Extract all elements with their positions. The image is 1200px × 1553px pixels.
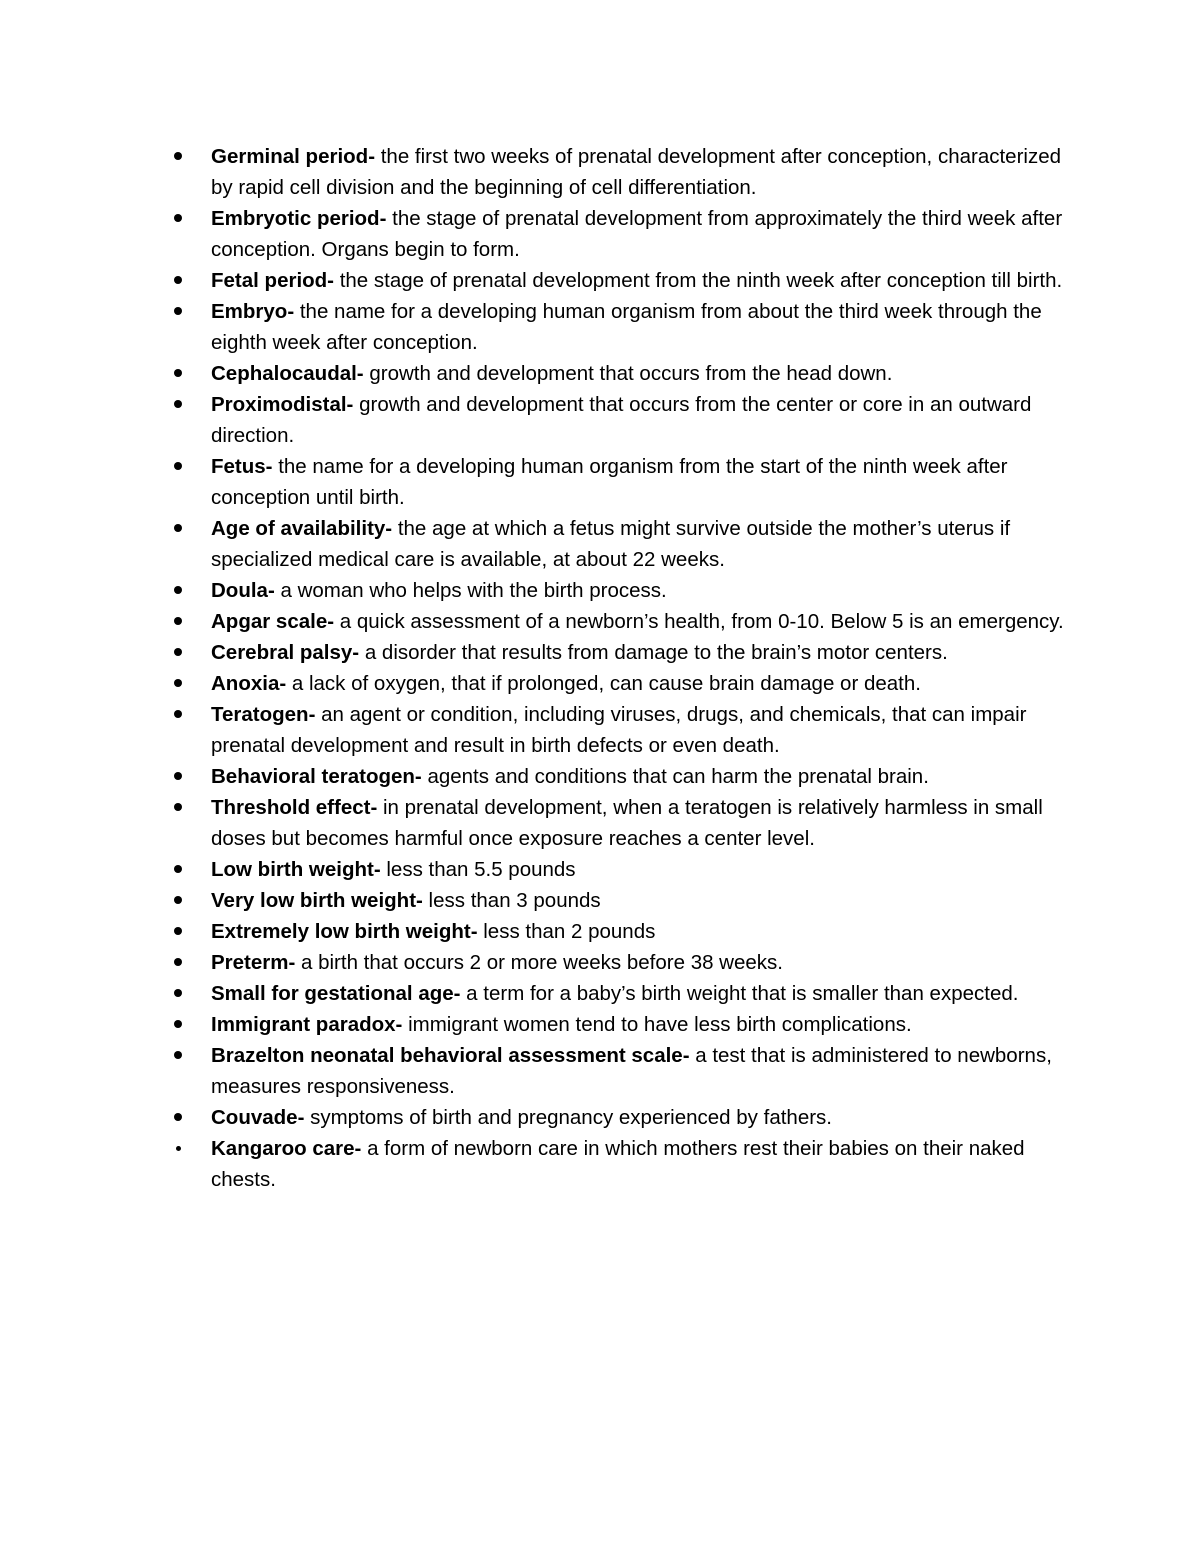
term-label: Fetus- [211, 455, 273, 478]
term-definition: growth and development that occurs from the head down. [363, 362, 893, 385]
list-item [165, 389, 1065, 451]
bullet-icon [174, 1051, 182, 1059]
list-item [165, 885, 1065, 916]
bullet-icon [174, 989, 182, 997]
bullet-icon [174, 462, 182, 470]
term-definition: a lack of oxygen, that if prolonged, can cause brain damage or death. [286, 672, 921, 695]
term-definition: a quick assessment of a newborn’s health, from 0-10. Below 5 is an emergency. [334, 610, 1064, 633]
term-label: Brazelton neonatal behavioral assessment scale- [211, 1044, 690, 1067]
term-label: Age of availability- [211, 517, 393, 540]
term-label: Doula- [211, 579, 275, 602]
list-item [165, 1040, 1065, 1102]
term-label: Embryotic period- [211, 207, 387, 230]
list-item [165, 637, 1065, 668]
list-item [165, 358, 1065, 389]
term-definition: in prenatal development, when a teratogen is relatively harmless in small doses but becomes harmful once exposure reaches a center level. [211, 796, 1043, 850]
list-item [165, 947, 1065, 978]
bullet-icon [174, 958, 182, 966]
term-definition: a form of newborn care in which mothers rest their babies on their naked chests. [211, 1137, 1025, 1191]
term-label: Embryo- [211, 300, 295, 323]
term-definition: the stage of prenatal development from approximately the third week after conception. Organs begin to form. [211, 207, 1063, 261]
term-definition: less than 3 pounds [422, 889, 601, 912]
term-definition: a term for a baby’s birth weight that is smaller than expected. [460, 982, 1019, 1005]
bullet-icon [174, 772, 182, 780]
term-label: Cephalocaudal- [211, 362, 364, 385]
term-definition: immigrant women tend to have less birth complications. [402, 1013, 912, 1036]
list-item [165, 265, 1065, 296]
term-definition: a birth that occurs 2 or more weeks before 38 weeks. [295, 951, 783, 974]
bullet-icon [174, 710, 182, 718]
bullet-icon [174, 369, 182, 377]
list-item [165, 141, 1065, 203]
term-label: Fetal period- [211, 269, 335, 292]
bullet-icon [174, 400, 182, 408]
bullet-icon [174, 152, 182, 160]
term-label: Germinal period- [211, 145, 376, 168]
list-item [165, 916, 1065, 947]
term-label: Low birth weight- [211, 858, 381, 881]
bullet-icon [174, 865, 182, 873]
list-item [165, 513, 1065, 575]
term-definition: a woman who helps with the birth process. [274, 579, 667, 602]
term-label: Extremely low birth weight- [211, 920, 478, 943]
term-definition: agents and conditions that can harm the prenatal brain. [421, 765, 929, 788]
bullet-icon [174, 1020, 182, 1028]
term-label: Kangaroo care- [211, 1137, 362, 1160]
bullet-icon [174, 803, 182, 811]
list-item [165, 296, 1065, 358]
term-label: Apgar scale- [211, 610, 335, 633]
bullet-icon [174, 307, 182, 315]
list-item [165, 668, 1065, 699]
term-label: Anoxia- [211, 672, 287, 695]
bullet-icon [174, 927, 182, 935]
bullet-icon [174, 214, 182, 222]
term-label: Teratogen- [211, 703, 316, 726]
list-item [165, 606, 1065, 637]
term-label: Preterm- [211, 951, 296, 974]
list-item [165, 854, 1065, 885]
term-label: Couvade- [211, 1106, 305, 1129]
bullet-icon [174, 276, 182, 284]
glossary-list [165, 141, 1065, 1195]
list-item [165, 699, 1065, 761]
term-label: Very low birth weight- [211, 889, 423, 912]
term-definition: the age at which a fetus might survive outside the mother’s uterus if specialized medical care is available, at about 22 weeks. [211, 517, 1011, 571]
term-label: Cerebral palsy- [211, 641, 360, 664]
term-label: Behavioral teratogen- [211, 765, 422, 788]
bullet-icon [174, 524, 182, 532]
term-definition: the name for a developing human organism from the start of the ninth week after conception until birth. [211, 455, 1008, 509]
term-definition: the stage of prenatal development from the ninth week after conception till birth. [334, 269, 1063, 292]
term-definition: growth and development that occurs from the center or core in an outward direction. [211, 393, 1032, 447]
term-definition: less than 5.5 pounds [380, 858, 576, 881]
list-item [165, 761, 1065, 792]
list-item [165, 451, 1065, 513]
term-definition: a test that is administered to newborns, measures responsiveness. [211, 1044, 1052, 1098]
term-definition: the first two weeks of prenatal development after conception, characterized by rapid cell division and the beginning of cell differentiation. [211, 145, 1062, 199]
list-item [165, 1133, 1065, 1195]
term-definition: an agent or condition, including viruses, drugs, and chemicals, that can impair prenatal development and result in birth defects or even death. [211, 703, 1027, 757]
term-definition: less than 2 pounds [477, 920, 656, 943]
list-item [165, 978, 1065, 1009]
term-definition: symptoms of birth and pregnancy experienced by fathers. [304, 1106, 832, 1129]
bullet-icon [174, 617, 182, 625]
bullet-icon [176, 1146, 181, 1151]
term-label: Immigrant paradox- [211, 1013, 403, 1036]
term-label: Small for gestational age- [211, 982, 461, 1005]
list-item [165, 792, 1065, 854]
term-definition: the name for a developing human organism from about the third week through the eighth week after conception. [211, 300, 1042, 354]
bullet-icon [174, 1113, 182, 1121]
list-item [165, 1102, 1065, 1133]
bullet-icon [174, 896, 182, 904]
bullet-icon [174, 586, 182, 594]
list-item [165, 575, 1065, 606]
bullet-icon [174, 679, 182, 687]
term-label: Threshold effect- [211, 796, 378, 819]
bullet-icon [174, 648, 182, 656]
list-item [165, 1009, 1065, 1040]
list-item [165, 203, 1065, 265]
term-definition: a disorder that results from damage to the brain’s motor centers. [359, 641, 948, 664]
term-label: Proximodistal- [211, 393, 354, 416]
